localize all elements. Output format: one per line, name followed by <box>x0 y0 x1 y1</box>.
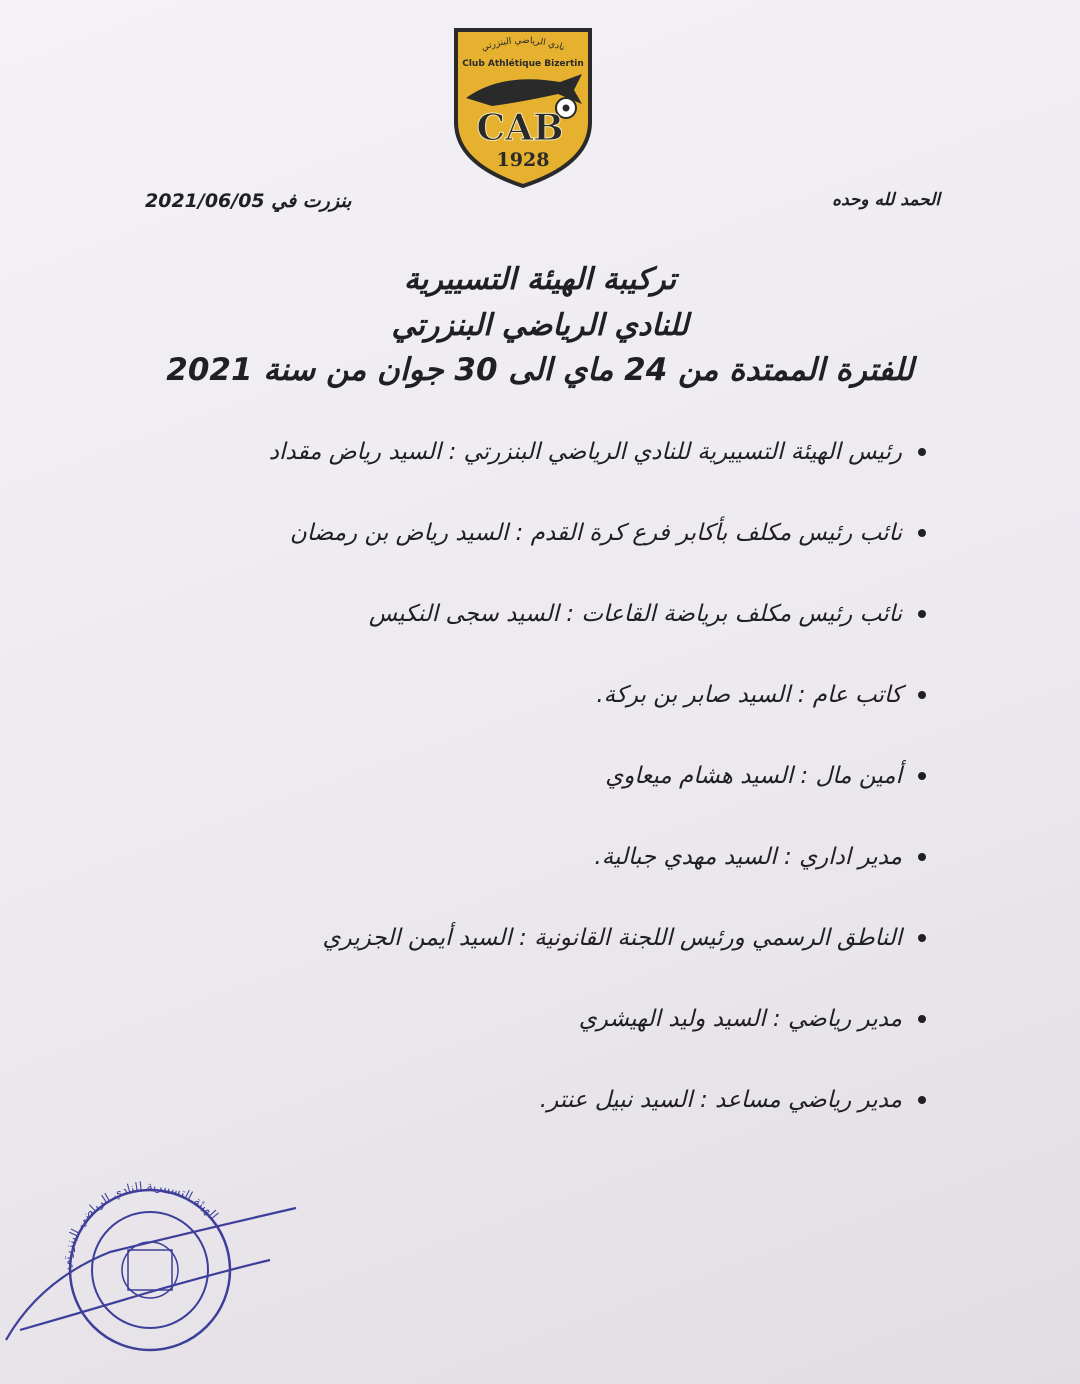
member-text: مدير اداري : السيد مهدي جبالية. <box>594 844 902 870</box>
list-item <box>190 835 910 916</box>
club-logo <box>452 24 594 190</box>
stamp-ring-text: الهيئة التسييرية للنادي الرياضي البنزرتي <box>58 1178 221 1271</box>
members-list <box>190 430 910 1159</box>
member-text: كاتب عام : السيد صابر بن بركة. <box>596 682 902 708</box>
bullet-icon <box>918 529 926 537</box>
member-text: مدير رياضي : السيد وليد الهيشري <box>578 1006 902 1032</box>
bullet-icon <box>918 772 926 780</box>
list-item <box>190 1078 910 1159</box>
bullet-icon <box>918 1015 926 1023</box>
member-text: نائب رئيس مكلف بأكابر فرع كرة القدم : السيد رياض بن رمضان <box>289 520 902 546</box>
list-item <box>190 430 910 511</box>
member-text: أمين مال : السيد هشام ميعاوي <box>605 763 902 789</box>
bullet-icon <box>918 853 926 861</box>
bullet-icon <box>918 448 926 456</box>
header-place-date: بنزرت في 2021/06/05 <box>145 190 352 212</box>
list-item <box>190 511 910 592</box>
member-text: رئيس الهيئة التسييرية للنادي الرياضي البنزرتي : السيد رياض مقداد <box>268 439 902 465</box>
header-basmala: الحمد لله وحده <box>832 190 940 210</box>
list-item <box>190 592 910 673</box>
list-item <box>190 754 910 835</box>
title-line-3: للفترة الممتدة من 24 ماي الى 30 جوان من سنة 2021 <box>166 352 914 388</box>
logo-club-name: Club Athlétique Bizertin <box>462 59 584 69</box>
member-text: الناطق الرسمي ورئيس اللجنة القانونية : السيد أيمن الجزيري <box>322 925 902 951</box>
member-text: مدير رياضي مساعد : السيد نبيل عنتر. <box>539 1087 902 1113</box>
title-line-1: تركيبة الهيئة التسييرية <box>403 262 677 297</box>
logo-initials: CAB <box>476 107 564 149</box>
logo-arc-text: نادي الرياضي البنزرتي <box>480 35 566 54</box>
bullet-icon <box>918 1096 926 1104</box>
logo-year: 1928 <box>496 149 550 171</box>
list-item <box>190 916 910 997</box>
list-item <box>190 673 910 754</box>
title-line-2: للنادي الرياضي البنزرتي <box>391 308 689 343</box>
official-stamp <box>0 1160 300 1360</box>
bullet-icon <box>918 610 926 618</box>
list-item <box>190 997 910 1078</box>
bullet-icon <box>918 934 926 942</box>
member-text: نائب رئيس مكلف برياضة القاعات : السيد سجى النكيس <box>368 601 902 627</box>
bullet-icon <box>918 691 926 699</box>
signature <box>6 1208 296 1340</box>
